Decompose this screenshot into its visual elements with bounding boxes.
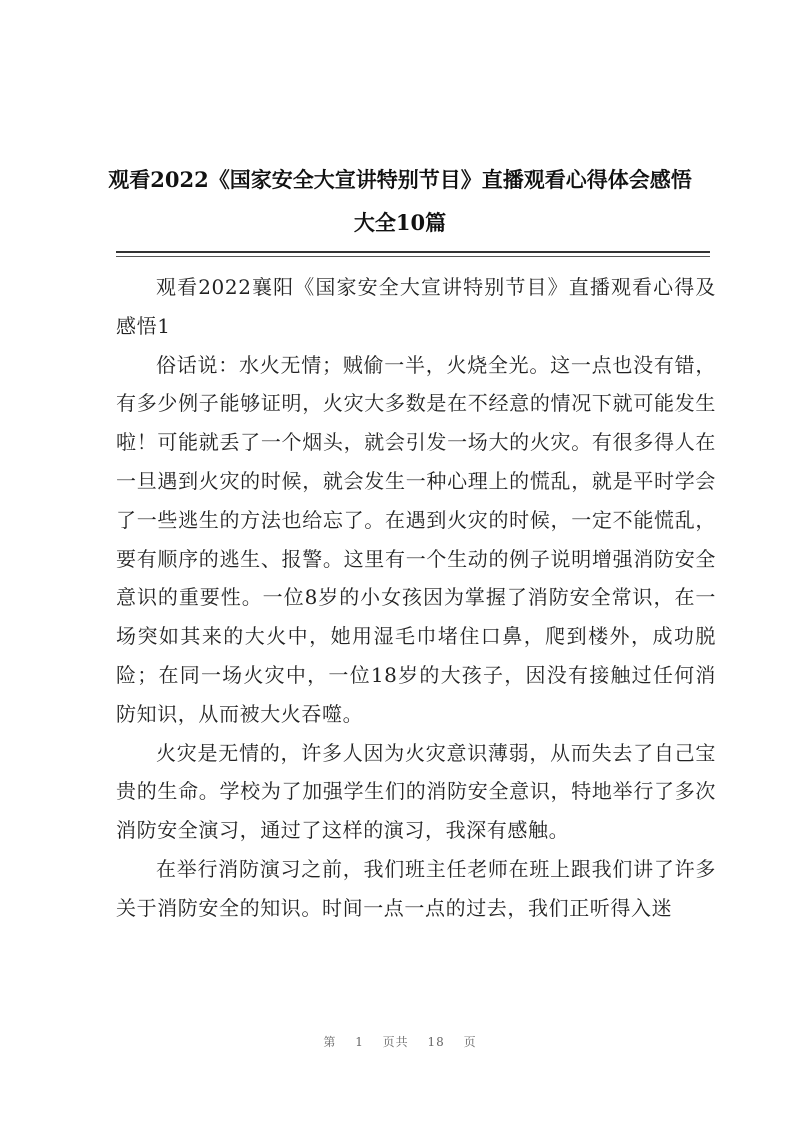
title-divider [116, 251, 710, 253]
footer-total-pages: 18 [427, 1035, 445, 1049]
document-title-line-1: 观看2022《国家安全大宣讲特别节目》直播观看心得体会感悟 [108, 167, 692, 192]
footer-middle: 页共 [382, 1035, 409, 1049]
document-title-line-2: 大全10篇 [353, 210, 447, 235]
footer-suffix: 页 [463, 1035, 477, 1049]
paragraph: 在举行消防演习之前，我们班主任老师在班上跟我们讲了许多关于消防安全的知识。时间一点一点的过去，我们正听得入迷 [116, 856, 716, 920]
paragraph-heading: 观看2022襄阳《国家安全大宣讲特别节目》直播观看心得及感悟1 [116, 275, 716, 338]
page-footer [0, 1033, 800, 1050]
title-divider-thin [116, 256, 710, 257]
footer-prefix: 第 [323, 1035, 337, 1049]
paragraph: 俗话说：水火无情；贼偷一半，火烧全光。这一点也没有错，有多少例子能够证明，火灾大多数是在不经意的情况下就可能发生啦！可能就丢了一个烟头，就会引发一场大的火灾。有很多得人在一旦遇到火灾的时候，就会发生一种心理上的慌乱，就是平时学会了一些逃生的方法也给忘了。在遇到火灾的时候，一定不能慌乱，要有顺序的逃生、报警。这里有一个生动的例子说明增强消防安全意识的重要性。一位8岁的小女孩因为掌握了消防安全常识，在一场突如其来的大火中，她用湿毛巾堵住口鼻，爬到楼外，成功脱险；在同一场火灾中，一位18岁的大孩子，因没有接触过任何消防知识，从而被大火吞噬。 [116, 352, 716, 726]
document-body [116, 268, 716, 928]
paragraph: 火灾是无情的，许多人因为火灾意识薄弱，从而失去了自己宝贵的生命。学校为了加强学生们的消防安全意识，特地举行了多次消防安全演习，通过了这样的演习，我深有感触。 [116, 740, 716, 843]
footer-page-number: 1 [355, 1035, 364, 1049]
